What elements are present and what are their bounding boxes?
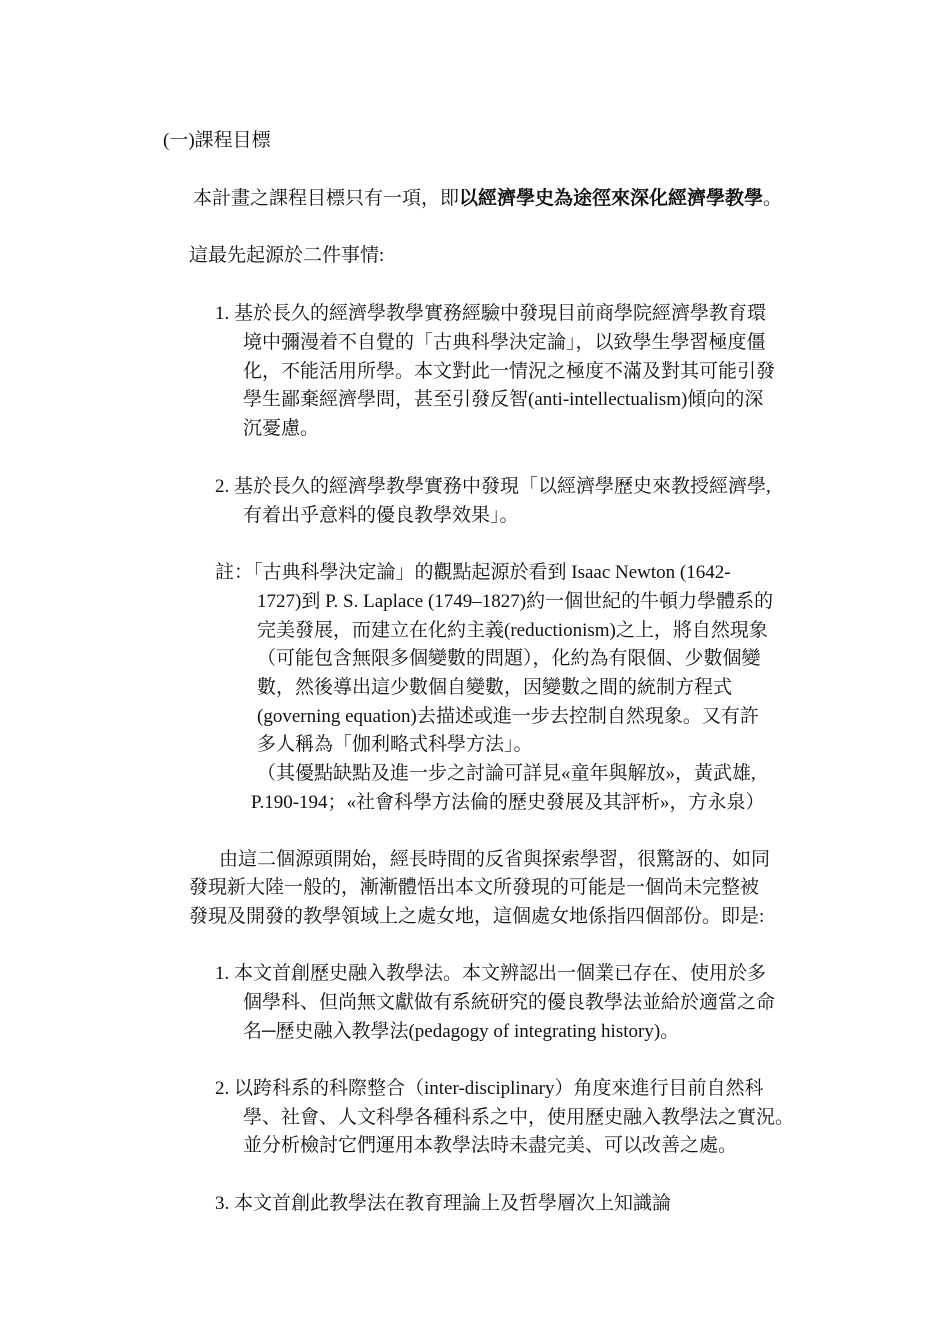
note-line: 完美發展，而建立在化約主義(reductionism)之上，將自然現象	[257, 620, 768, 641]
finding-2-line: 學、社會、人文科學各種科系之中，使用歷史融入教學法之實況。	[243, 1107, 795, 1128]
paragraph-line: 發現及開發的教學領域上之處女地，這個處女地係指四個部份。即是:	[189, 906, 765, 927]
section-title: (一)課程目標	[163, 130, 271, 151]
finding-2-line: 2. 以跨科系的科際整合（inter-disciplinary）角度來進行目前自然科	[215, 1078, 764, 1099]
origin-intro: 這最先起源於二件事情:	[189, 245, 385, 266]
note-line: P.190-194；«社會科學方法倫的歷史發展及其評析»，方永泉）	[251, 792, 765, 813]
paragraph-line: 發現新大陸一般的，漸漸體悟出本文所發現的可能是一個尚未完整被	[189, 877, 760, 898]
finding-1-line: 1. 本文首創歷史融入教學法。本文辨認出一個業已存在、使用於多	[215, 963, 767, 984]
finding-2-line: 並分析檢討它們運用本教學法時未盡完美、可以改善之處。	[243, 1135, 738, 1156]
finding-3-line: 3. 本文首創此教學法在教育理論上及哲學層次上知識論	[215, 1193, 672, 1214]
origin-1-line: 化，不能活用所學。本文對此一情況之極度不滿及對其可能引發	[243, 361, 776, 382]
finding-1-line: 名─歷史融入教學法(pedagogy of integrating history)。	[243, 1021, 680, 1042]
origin-1-line: 沉憂慮。	[243, 418, 320, 439]
note-line: 多人稱為「伽利略式科學方法」。	[257, 734, 533, 755]
intro-paragraph	[193, 188, 782, 210]
intro-end: 。	[763, 188, 783, 209]
origin-1-line: 境中彌漫着不自覺的「古典科學決定論」，以致學生學習極度僵	[243, 332, 766, 353]
paragraph-line: 由這二個源頭開始，經長時間的反省與探索學習，很驚訝的、如同	[219, 849, 771, 870]
note-line: （可能包含無限多個變數的問題），化約為有限個、少數個變	[257, 648, 761, 669]
note-line: 註：「古典科學決定論」的觀點起源於看到 Isaac Newton (1642-	[215, 562, 731, 583]
note-line: (governing equation)去描述或進一步去控制自然現象。又有許	[257, 706, 759, 727]
note-line: 1727)到 P. S. Laplace (1749–1827)約一個世紀的牛頓力學體系的	[257, 591, 774, 612]
intro-text: 本計畫之課程目標只有一項，即	[193, 188, 460, 209]
origin-2-line: 2. 基於長久的經濟學教學實務中發現「以經濟學歷史來教授經濟學,	[215, 476, 771, 497]
note-line: 數，然後導出這少數個自變數，因變數之間的統制方程式	[257, 677, 733, 698]
origin-1-line: 1. 基於長久的經濟學教學實務經驗中發現目前商學院經濟學教育環	[215, 303, 767, 324]
origin-2-line: 有着出乎意料的優良教學效果」。	[243, 505, 519, 526]
note-line: （其優點缺點及進一步之討論可詳見«童年與解放»，黃武雄,	[257, 763, 756, 784]
origin-1-line: 學生鄙棄經濟學問，甚至引發反智(anti-intellectualism)傾向的深	[243, 389, 764, 410]
finding-1-line: 個學科、但尚無文獻做有系統研究的優良教學法並給於適當之命	[243, 992, 776, 1013]
intro-emphasis: 以經濟學史為途徑來深化經濟學教學	[459, 188, 764, 209]
